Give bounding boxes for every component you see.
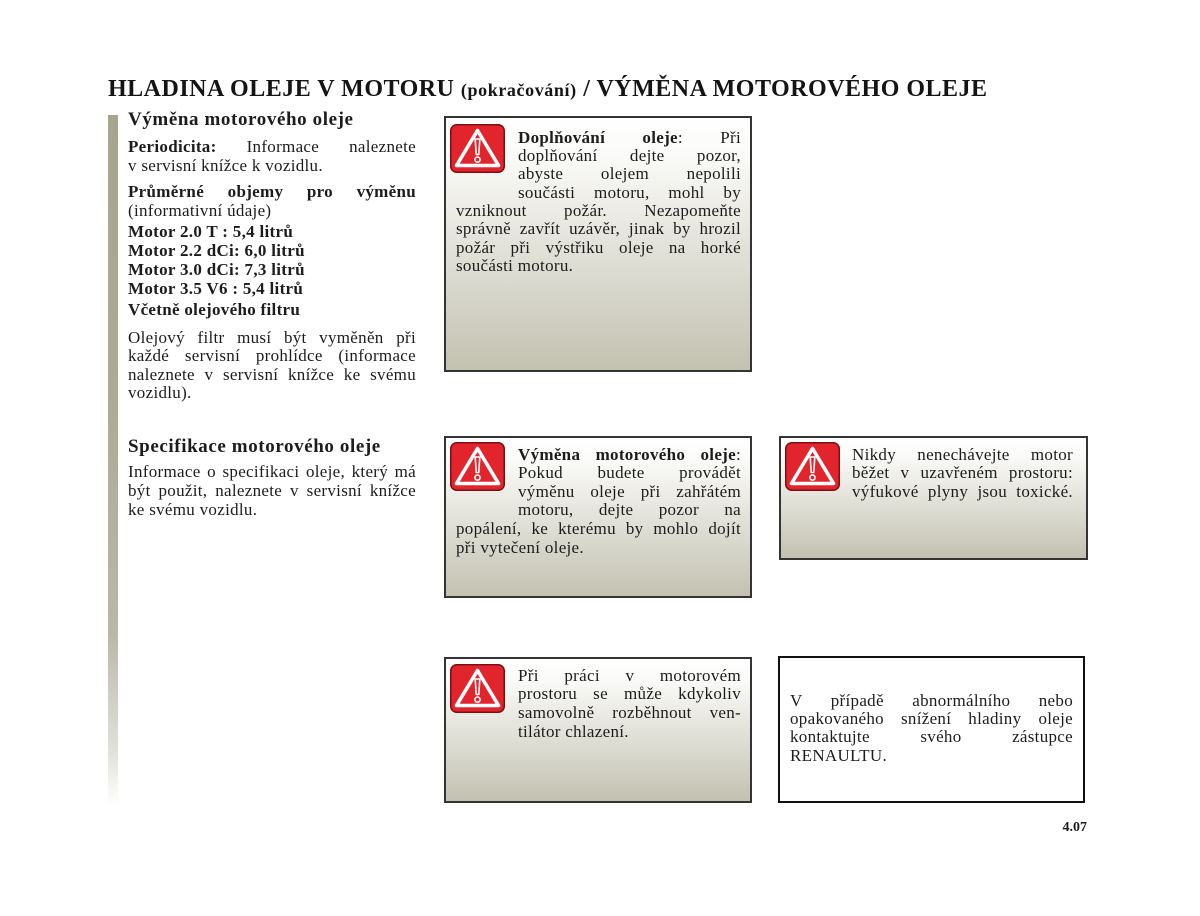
oil-spec-line: ke svému vozidlu. [128,499,258,519]
title-separator: / [583,76,591,102]
warning-line: Při práci v motorovém [518,665,741,685]
warning-line: Nikdy nenechávejte motor [852,444,1073,464]
warning-text [852,446,1073,502]
note-box-oil-level [778,656,1085,803]
page-number: 4.07 [1062,820,1087,835]
title-subtitle: VÝMĚNA MOTOROVÉHO OLEJE [596,76,988,102]
warning-line: součásti motoru. [456,255,574,275]
warning-line: výfukové plyny jsou toxické. [852,481,1073,501]
note-line: opakovaného snížení hladiny oleje [790,709,1073,729]
warning-text [518,667,741,742]
filter-line: Olejový filtr musí být vyměněn při [128,327,416,347]
capacities-heading: Průměrné objemy pro výměnu [128,181,416,201]
capacities-list [128,222,416,298]
capacities-paragraph [128,182,416,220]
warning-line: doplňování dejte pozor, [518,146,741,166]
warning-line [518,446,741,465]
title-main: HLADINA OLEJE V MOTORU [108,76,455,102]
note-line: kontaktujte svého zástupce [790,727,1073,747]
filter-heading: Včetně olejového filtru [128,299,301,319]
warning-label: Doplňování oleje [518,127,678,147]
warning-box-enclosed-space [779,436,1088,560]
warning-line: požár při výstřiku oleje na horké [456,237,741,257]
warning-line: Pokud budete provádět [518,463,741,483]
note-text [790,692,1073,765]
filter-line: vozidlu). [128,383,192,403]
page-title [108,74,988,105]
periodicity-line: v servisní knížce k vozidlu. [128,155,323,175]
warning-text [456,129,741,275]
warning-icon [785,442,840,491]
warning-box-cooling-fan [444,657,752,803]
warning-line: samovolně rozběhnout ven- [518,703,741,722]
periodicity-paragraph [128,137,416,175]
warning-line-text: : [735,444,741,464]
filter-line: naleznete v servisní knížce ke svému [128,364,416,384]
warning-box-oil-change [444,436,752,598]
warning-line: při vytečení oleje. [456,537,584,557]
periodicity-line [128,137,416,156]
warning-line: výměnu oleje při zahřátém [518,481,741,501]
capacities-note: (informativní údaje) [128,200,272,220]
warning-text [456,446,741,558]
oil-spec-heading: Specifikace motorového oleje [128,436,381,457]
title-continued: (pokračování) [460,80,577,100]
capacity-item: Motor 2.0 T : 5,4 litrů [128,221,294,241]
oil-spec-paragraph [128,462,416,519]
filter-line: každé servisní prohlídce (informace [128,346,416,366]
filter-paragraph [128,329,416,403]
note-line: V případě abnormálního nebo [790,690,1073,710]
note-line: RENAULTU. [790,745,887,765]
warning-line-text: : Při [677,127,741,147]
warning-icon [450,664,505,713]
warning-line [518,129,741,147]
capacity-item: Motor 2.2 dCi: 6,0 litrů [128,240,305,260]
warning-line: běžet v uzavřeném prostoru: [852,463,1073,483]
periodicity-label: Periodicita: [128,136,217,156]
capacity-item: Motor 3.5 V6 : 5,4 litrů [128,278,304,298]
capacity-item: Motor 3.0 dCi: 7,3 litrů [128,259,305,279]
warning-line: abyste olejem nepolili [518,164,741,184]
warning-line: součásti motoru, mohl by [518,182,741,202]
warning-label: Výměna motorového oleje [518,444,736,464]
warning-line: správně zavřít uzávěr, jinak by hrozil [456,219,741,239]
oil-change-heading: Výměna motorového oleje [128,109,354,130]
periodicity-text: Informace naleznete [246,136,416,156]
oil-spec-line: Informace o specifikaci oleje, který má [128,461,416,481]
side-bar [108,115,118,805]
warning-line: prostoru se může kdykoliv [518,684,741,704]
warning-line: vzniknout požár. Nezapomeňte [456,200,741,220]
warning-box-oil-topup [444,116,752,372]
warning-line: motoru, dejte pozor na [518,500,741,520]
oil-spec-line: být použit, naleznete v servisní knížce [128,480,416,500]
warning-line: popálení, ke kterému by mohlo dojít [456,519,741,539]
warning-line: tilátor chlazení. [518,721,629,741]
